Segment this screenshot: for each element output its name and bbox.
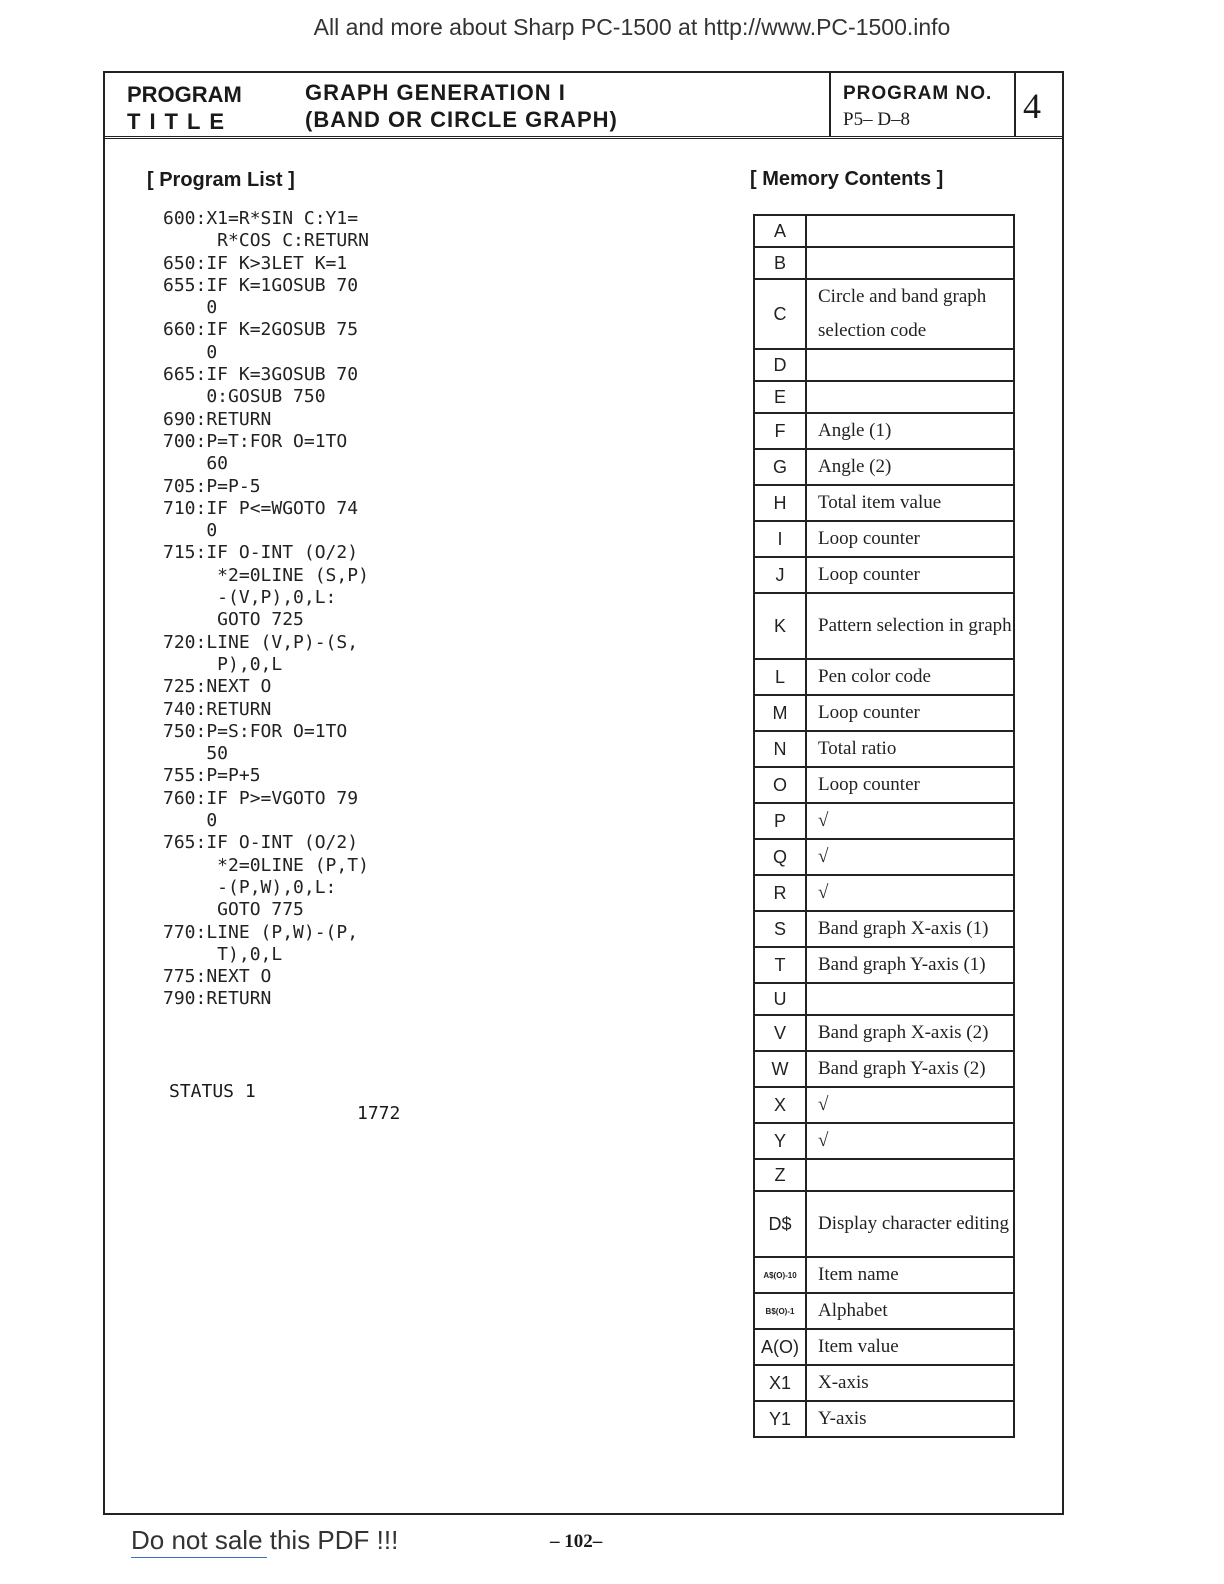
- memory-value: X-axis: [806, 1365, 1014, 1401]
- memory-value: √: [806, 803, 1014, 839]
- source-note: All and more about Sharp PC-1500 at http://www.PC-1500.info: [313, 14, 951, 40]
- footer-note: Do not sale this PDF !!!: [131, 1525, 399, 1555]
- memory-value: Angle (2): [806, 449, 1014, 485]
- memory-value: Display character editing: [806, 1191, 1014, 1257]
- memory-value: Total item value: [806, 485, 1014, 521]
- memory-value: Alphabet: [806, 1293, 1014, 1329]
- memory-value: Band graph Y-axis (2): [806, 1051, 1014, 1087]
- memory-row: [754, 449, 1014, 485]
- memory-key: A: [754, 215, 806, 247]
- memory-value: √: [806, 839, 1014, 875]
- memory-value: √: [806, 875, 1014, 911]
- memory-row: [754, 983, 1014, 1015]
- section-number: 4: [1023, 86, 1041, 126]
- memory-row: [754, 1015, 1014, 1051]
- memory-key: X: [754, 1087, 806, 1123]
- memory-row: [754, 381, 1014, 413]
- memory-key: B$(O)-1: [754, 1293, 806, 1329]
- memory-row: [754, 279, 1014, 349]
- memory-value: Circle and band graph selection code: [806, 279, 1014, 349]
- memory-row: [754, 731, 1014, 767]
- memory-row: [754, 1087, 1014, 1123]
- memory-key: C: [754, 279, 806, 349]
- memory-row: [754, 1401, 1014, 1437]
- memory-row: [754, 839, 1014, 875]
- memory-row: [754, 695, 1014, 731]
- memory-row: [754, 413, 1014, 449]
- memory-row: [754, 1191, 1014, 1257]
- memory-row: [754, 521, 1014, 557]
- program-list-title: [ Program List ]: [147, 169, 295, 191]
- status-label: STATUS 1: [169, 1081, 256, 1102]
- memory-key: P: [754, 803, 806, 839]
- memory-contents-title: [ Memory Contents ]: [750, 168, 944, 190]
- program-title: [305, 79, 618, 133]
- memory-row: [754, 767, 1014, 803]
- program-label-line1: PROGRAM: [127, 82, 242, 107]
- memory-value: Band graph Y-axis (1): [806, 947, 1014, 983]
- memory-key: I: [754, 521, 806, 557]
- memory-key: T: [754, 947, 806, 983]
- memory-value: Item value: [806, 1329, 1014, 1365]
- memory-key: D: [754, 349, 806, 381]
- memory-key: F: [754, 413, 806, 449]
- memory-row: [754, 1329, 1014, 1365]
- program-number-box: [829, 73, 1016, 136]
- memory-value: Angle (1): [806, 413, 1014, 449]
- memory-value: Y-axis: [806, 1401, 1014, 1437]
- program-number-label: PROGRAM NO.: [843, 83, 993, 104]
- memory-key: H: [754, 485, 806, 521]
- program-label-line2: TITLE: [127, 109, 234, 134]
- memory-value: Loop counter: [806, 695, 1014, 731]
- memory-row: [754, 1123, 1014, 1159]
- memory-contents-table: [753, 214, 1015, 1438]
- memory-value: Loop counter: [806, 767, 1014, 803]
- memory-key: A$(O)-10: [754, 1257, 806, 1293]
- memory-row: [754, 247, 1014, 279]
- memory-key: D$: [754, 1191, 806, 1257]
- memory-row: [754, 659, 1014, 695]
- memory-row: [754, 1159, 1014, 1191]
- memory-key: K: [754, 593, 806, 659]
- memory-key: L: [754, 659, 806, 695]
- memory-key: U: [754, 983, 806, 1015]
- memory-row: [754, 593, 1014, 659]
- memory-row: [754, 1365, 1014, 1401]
- memory-value: [806, 983, 1014, 1015]
- page-number: – 102–: [550, 1531, 603, 1552]
- memory-value: Item name: [806, 1257, 1014, 1293]
- memory-key: S: [754, 911, 806, 947]
- memory-row: [754, 875, 1014, 911]
- memory-key: Y: [754, 1123, 806, 1159]
- program-title-line2: (BAND OR CIRCLE GRAPH): [305, 107, 618, 132]
- memory-key: N: [754, 731, 806, 767]
- memory-key: J: [754, 557, 806, 593]
- memory-value: [806, 381, 1014, 413]
- memory-value: Band graph X-axis (2): [806, 1015, 1014, 1051]
- memory-value: [806, 1159, 1014, 1191]
- memory-key: Q: [754, 839, 806, 875]
- memory-value: [806, 215, 1014, 247]
- program-title-label: [127, 81, 242, 135]
- memory-key: V: [754, 1015, 806, 1051]
- memory-key: X1: [754, 1365, 806, 1401]
- memory-value: Loop counter: [806, 557, 1014, 593]
- program-number-value: P5– D–8: [843, 109, 911, 130]
- memory-key: E: [754, 381, 806, 413]
- memory-row: [754, 557, 1014, 593]
- memory-key: R: [754, 875, 806, 911]
- program-title-line1: GRAPH GENERATION I: [305, 80, 566, 105]
- memory-key: M: [754, 695, 806, 731]
- program-sheet: [103, 71, 1064, 1515]
- memory-value: Loop counter: [806, 521, 1014, 557]
- memory-row: [754, 1051, 1014, 1087]
- memory-key: A(O): [754, 1329, 806, 1365]
- memory-row: [754, 349, 1014, 381]
- memory-key: W: [754, 1051, 806, 1087]
- program-code-listing: 600:X1=R*SIN C:Y1= R*COS C:RETURN 650:IF K>3LET K=1 655:IF K=1GOSUB 70 0 660:IF K=2GOSUB 75 0 665:IF K=3GOSUB 70 0:GOSUB 750 690:RETURN 700:P=T:FOR O=1TO 60 705:P=P-5 710:IF P<=WGOTO 74 0 715:IF O-INT (O/2) *2=0LINE (S,P) -(V,P),0,L: GOTO 725 720:LINE (V,P)-(S, P),0,L 725:NEXT O 740:RETURN 750:P=S:FOR O=1TO 50 755:P=P+5 760:IF P>=VGOTO 79 0 765:IF O-INT (O/2) *2=0LINE (P,T) -(P,W),0,L: GOTO 775 770:LINE (P,W)-(P, T),0,L 775:NEXT O 790:RETURN: [163, 208, 369, 1010]
- memory-row: [754, 1293, 1014, 1329]
- footer-underline: [131, 1557, 267, 1558]
- memory-row: [754, 1257, 1014, 1293]
- memory-value: Total ratio: [806, 731, 1014, 767]
- memory-value: Band graph X-axis (1): [806, 911, 1014, 947]
- sheet-header: [105, 73, 1062, 139]
- memory-value: √: [806, 1123, 1014, 1159]
- memory-key: G: [754, 449, 806, 485]
- memory-value: [806, 247, 1014, 279]
- memory-row: [754, 947, 1014, 983]
- memory-value: [806, 349, 1014, 381]
- memory-key: Z: [754, 1159, 806, 1191]
- memory-key: B: [754, 247, 806, 279]
- status-value: 1772: [357, 1103, 401, 1124]
- memory-row: [754, 803, 1014, 839]
- memory-key: O: [754, 767, 806, 803]
- memory-row: [754, 215, 1014, 247]
- memory-key: Y1: [754, 1401, 806, 1437]
- memory-row: [754, 911, 1014, 947]
- memory-value: Pen color code: [806, 659, 1014, 695]
- memory-row: [754, 485, 1014, 521]
- memory-value: √: [806, 1087, 1014, 1123]
- memory-value: Pattern selection in graph: [806, 593, 1014, 659]
